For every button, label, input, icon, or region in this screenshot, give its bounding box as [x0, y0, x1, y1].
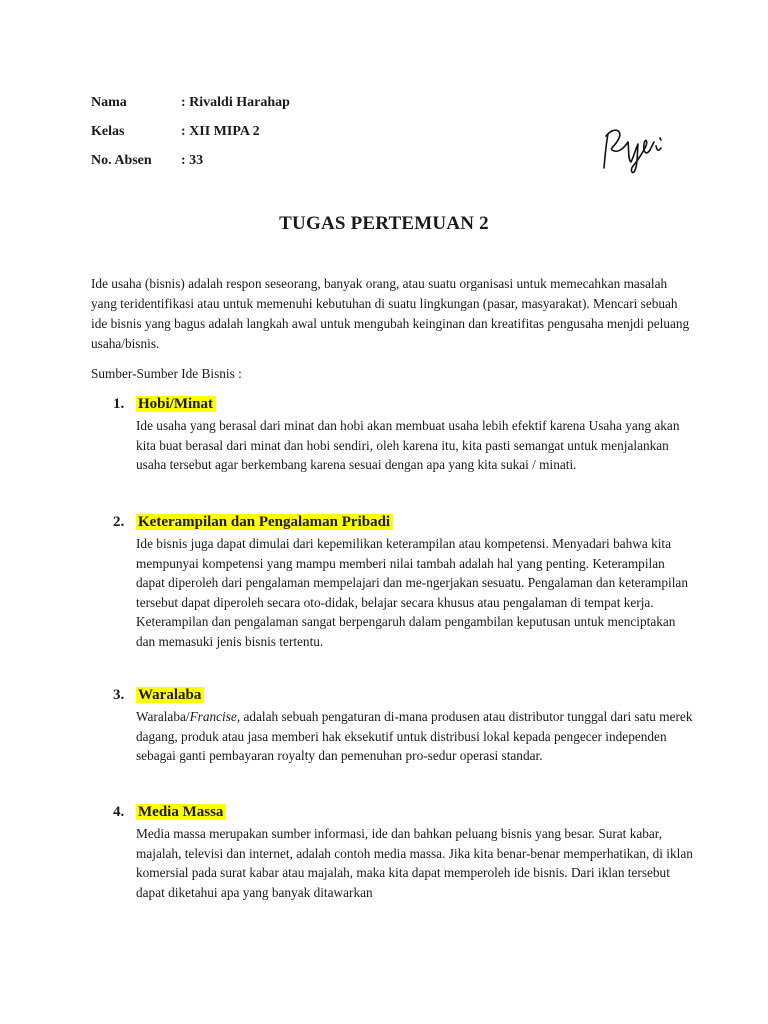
item-number: 2. [113, 514, 125, 530]
list-item-1 [113, 393, 693, 475]
item-number: 3. [113, 687, 125, 703]
item-title: Media Massa [136, 804, 226, 820]
item-body [136, 707, 693, 766]
list-item-4 [113, 801, 693, 902]
item-heading [113, 511, 693, 533]
item-body-paragraph: Ide bisnis juga dapat dimulai dari kepemilikan keterampilan atau kompetensi. Menyadari bahwa kita mempunyai kompetensi yang mampu memberi nilai tambah adalah hal yang penting. Keterampilan dapat diperoleh dari pengalaman mempelajari dan me-ngerjakan sesuatu. Pengalaman dan keterampilan tersebut dapat diperoleh secara oto-didak, belajar secara khusus atau pengalaman di tempat kerja. [136, 536, 688, 610]
intro-paragraph: Ide usaha (bisnis) adalah respon seseorang, banyak orang, atau suatu organisasi untuk memecahkan masalah yang teridentifikasi atau untuk memenuhi kebutuhan di suatu lingkungan (pasar, masyarakat). Mencari sebuah ide bisnis yang bagus adalah langkah awal untuk mengubah keinginan dan kreatifitas pengusaha menjdi peluang usaha/bisnis. [91, 276, 690, 351]
page-title: TUGAS PERTEMUAN 2 [279, 213, 489, 234]
item-title: Keterampilan dan Pengalaman Pribadi [136, 514, 393, 530]
signature-image [598, 120, 674, 176]
item-body-paragraph: Keterampilan dan pengalaman sangat berpengaruh dalam pengambilan keputusan untuk menciptakan dan memasuki jenis bisnis tertentu. [136, 614, 676, 649]
item-body: Ide usaha yang berasal dari minat dan hobi akan membuat usaha lebih efektif karena Usaha yang akan kita buat berasal dari minat dan hobi sendiri, oleh karena itu, kita pasti semangat untuk menjalankan usaha tersebut agar berkembang karena sesuai dengan apa yang kita sukai / minati. [136, 418, 680, 472]
list-item-3 [113, 684, 693, 766]
item-title: Waralaba [136, 687, 204, 703]
name-label: Nama [91, 95, 127, 110]
item-body-italic: Francise, [189, 709, 241, 724]
item-body [136, 534, 693, 651]
item-body-lead: Waralaba/ [136, 709, 190, 724]
class-value: : XII MIPA 2 [181, 124, 260, 139]
list-item-2 [113, 511, 693, 651]
class-label: Kelas [91, 124, 125, 139]
item-body-rest: adalah sebuah pengaturan di-mana produsen atau distributor tunggal dari satu merek dagang, produk atau jasa memberi hak eksekutif untuk distribusi lokal kepada pengecer independen sebagai ganti pembayaran royalty dan pemenuhan pro-sedur operasi standar. [136, 709, 693, 763]
item-number: 1. [113, 396, 125, 412]
item-title: Hobi/Minat [136, 396, 216, 412]
item-heading [113, 684, 693, 706]
name-value: : Rivaldi Harahap [181, 95, 290, 110]
item-body: Media massa merupakan sumber informasi, ide dan bahkan peluang bisnis yang besar. Surat kabar, majalah, televisi dan internet, adalah contoh media massa. Jika kita benar-benar memperhatikan, di iklan komersial pada surat kabar atau majalah, maka kita dapat memperoleh ide bisnis. Dari iklan tersebut dapat diketahui apa yang banyak ditawarkan [136, 826, 693, 900]
item-heading [113, 801, 693, 823]
absen-label: No. Absen [91, 153, 152, 168]
item-heading [113, 393, 693, 415]
item-number: 4. [113, 804, 125, 820]
sources-label: Sumber-Sumber Ide Bisnis : [91, 366, 242, 381]
absen-value: : 33 [181, 153, 204, 168]
